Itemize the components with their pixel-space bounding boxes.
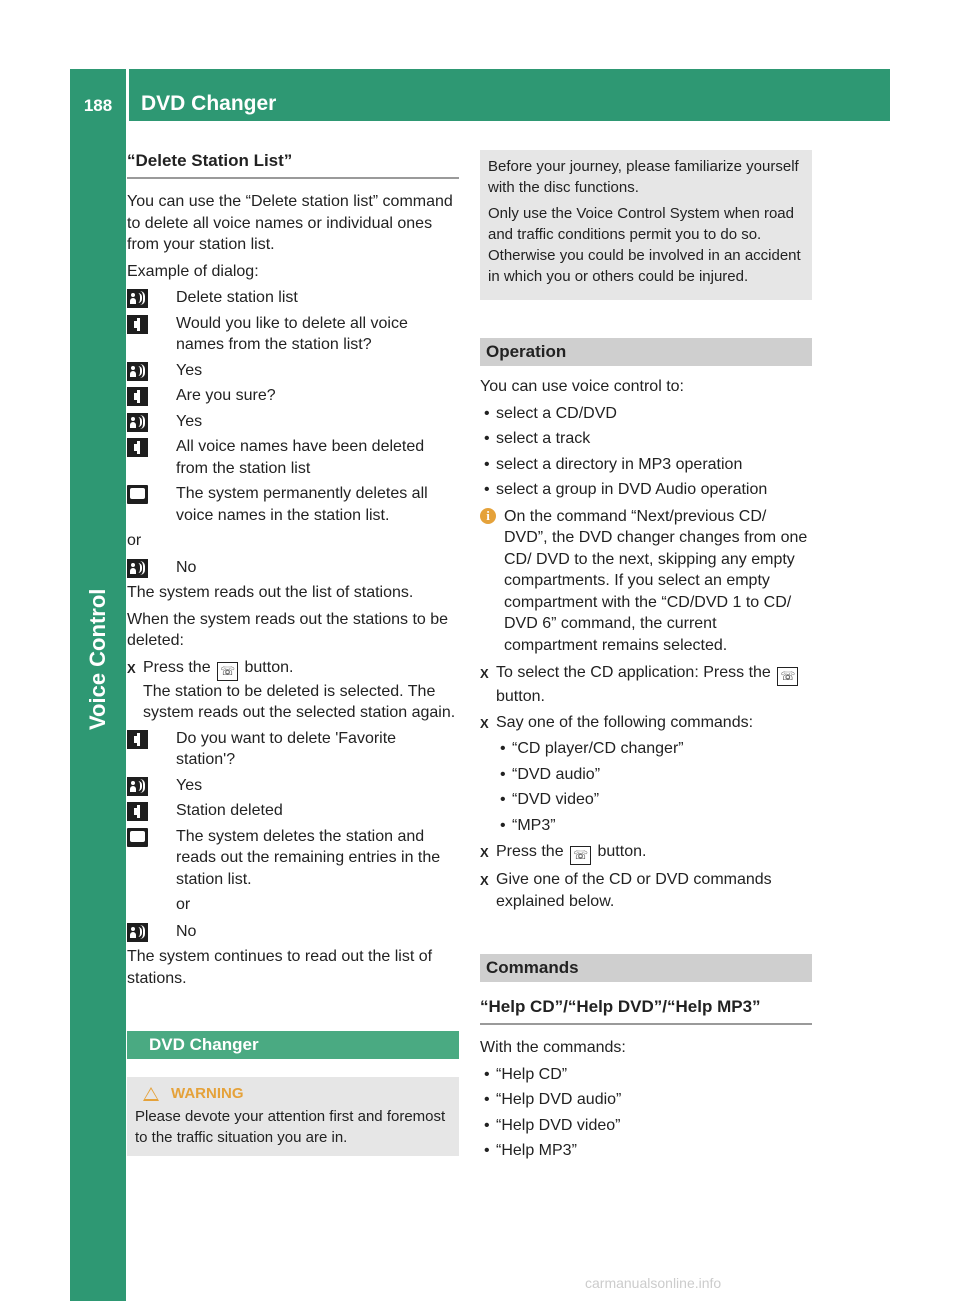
paragraph: Example of dialog: xyxy=(127,262,259,280)
step-text: Press the xyxy=(496,843,564,860)
section-heading: “Delete Station List” xyxy=(127,150,459,179)
dialog-text: The system permanently deletes all voice names in the station list. xyxy=(176,485,428,524)
list-item: • “DVD audio” xyxy=(496,764,812,786)
watermark: carmanualsonline.info xyxy=(585,1275,722,1291)
system-speaking-icon xyxy=(127,802,148,821)
user-speaking-icon xyxy=(127,777,148,796)
subsection-heading: “Help CD”/“Help DVD”/“Help MP3” xyxy=(480,996,812,1025)
dialog-text: No xyxy=(176,922,197,940)
dialog-text: Are you sure? xyxy=(176,387,276,404)
dialog-text: Yes xyxy=(176,776,203,794)
warning-box xyxy=(127,1077,459,1156)
paragraph: The system reads out the list of stations. xyxy=(127,584,414,601)
user-speaking-icon xyxy=(127,923,148,942)
dialog-line xyxy=(127,436,459,479)
commands-list xyxy=(480,738,812,836)
right-column xyxy=(480,150,812,1167)
paragraph: When the system reads out the stations to be deleted: xyxy=(127,610,449,649)
warning-icon xyxy=(143,1087,159,1101)
step-text: To select the CD application: Press the xyxy=(496,664,771,681)
system-speaking-icon xyxy=(127,387,148,406)
step-text: button. xyxy=(244,658,294,676)
step-arrow-icon: X xyxy=(480,715,489,731)
info-note xyxy=(480,506,812,657)
dialog-line xyxy=(127,921,459,943)
box-paragraph: Only use the Voice Control System when road and traffic conditions permit you to do so. Otherwise you could be involved in an accident in which you or others could be injured. xyxy=(488,205,801,285)
talk-button-icon: ☏ xyxy=(217,662,238,681)
list-item: • “Help CD” xyxy=(480,1064,812,1086)
talk-button-icon: ☏ xyxy=(570,846,591,865)
list-item: • select a group in DVD Audio operation xyxy=(480,479,812,501)
warning-title: WARNING xyxy=(171,1085,244,1102)
section-bar-operation: Operation xyxy=(480,338,812,366)
system-speaking-icon xyxy=(127,438,148,457)
dialog-text: All voice names have been deleted from the station list xyxy=(176,438,425,477)
dialog-text: Would you like to delete all voice names from the station list? xyxy=(176,314,408,353)
dialog-line xyxy=(127,385,459,407)
dialog-line xyxy=(127,728,459,771)
step-arrow-icon: X xyxy=(480,845,489,860)
list-item: • “MP3” xyxy=(496,815,812,837)
dialog-text: Yes xyxy=(176,361,203,379)
side-tab-label: Voice Control xyxy=(85,588,110,730)
list-item: • “Help DVD audio” xyxy=(480,1089,812,1111)
paragraph: You can use the “Delete station list” command to delete all voice names or individual ones from your station list. xyxy=(127,193,453,253)
instruction-step xyxy=(480,841,812,865)
section-bar-commands: Commands xyxy=(480,954,812,982)
list-item: • “Help MP3” xyxy=(480,1140,812,1162)
dialog-text: The system deletes the station and reads out the remaining entries in the station list. xyxy=(176,827,441,888)
user-speaking-icon xyxy=(127,413,148,432)
paragraph: The system continues to read out the list of stations. xyxy=(127,948,433,987)
dialog-text: No xyxy=(176,558,197,576)
warning-header xyxy=(143,1083,451,1104)
step-text: Press the xyxy=(143,658,211,676)
left-column xyxy=(127,150,459,1156)
instruction-step xyxy=(127,657,459,724)
display-icon xyxy=(127,828,148,847)
dialog-example xyxy=(127,728,459,891)
step-arrow-icon: X xyxy=(127,660,136,676)
step-text: Give one of the CD or DVD commands explained below. xyxy=(496,871,772,910)
user-speaking-icon xyxy=(127,289,148,308)
dialog-line xyxy=(127,360,459,382)
dialog-text: Station deleted xyxy=(176,802,283,819)
list-item: • select a CD/DVD xyxy=(480,403,812,425)
or-text: or xyxy=(127,532,142,549)
system-speaking-icon xyxy=(127,730,148,749)
list-item: • “Help DVD video” xyxy=(480,1115,812,1137)
dialog-text: Yes xyxy=(176,412,203,430)
page-title: DVD Changer xyxy=(141,92,277,115)
paragraph: You can use voice control to: xyxy=(480,378,684,395)
info-text: On the command “Next/previous CD/ DVD”, the DVD changer changes from one CD/ DVD to the next, skipping any empty compartments. If you select an empty compartment with the “CD/DVD 1 to CD/ DVD 6” command, the current compartment remains selected. xyxy=(504,507,808,654)
user-speaking-icon xyxy=(127,559,148,578)
dialog-line xyxy=(127,313,459,356)
instruction-step xyxy=(480,712,812,735)
step-text: button. xyxy=(597,843,647,860)
box-paragraph: Before your journey, please familiarize yourself with the disc functions. xyxy=(488,158,799,196)
info-icon: i xyxy=(480,508,496,524)
step-text: Say one of the following commands: xyxy=(496,713,754,731)
list-item: • “DVD video” xyxy=(496,789,812,811)
section-bar-dvd-changer: DVD Changer xyxy=(127,1031,459,1059)
dialog-line xyxy=(127,557,459,579)
list-item: • select a directory in MP3 operation xyxy=(480,454,812,476)
or-text: or xyxy=(176,896,191,913)
step-result: The station to be deleted is selected. The system reads out the selected station again. xyxy=(143,682,456,721)
talk-button-icon: ☏ xyxy=(777,667,798,686)
dialog-line xyxy=(127,483,459,526)
instruction-step xyxy=(480,662,812,708)
warning-continuation-box xyxy=(480,150,812,300)
system-speaking-icon xyxy=(127,315,148,334)
list-item: • select a track xyxy=(480,428,812,450)
step-arrow-icon: X xyxy=(480,873,489,888)
dialog-line xyxy=(127,775,459,797)
dialog-line xyxy=(127,800,459,822)
dialog-text: Delete station list xyxy=(176,289,298,306)
instruction-step xyxy=(480,869,812,912)
paragraph: With the commands: xyxy=(480,1039,626,1056)
dialog-text: Do you want to delete 'Favorite station'? xyxy=(176,729,397,768)
dialog-line xyxy=(127,287,459,309)
warning-text: Please devote your attention first and foremost to the traffic situation you are in. xyxy=(135,1108,446,1146)
user-speaking-icon xyxy=(127,362,148,381)
list-item: • “CD player/CD changer” xyxy=(496,738,812,760)
step-arrow-icon: X xyxy=(480,666,489,681)
page-number: 188 xyxy=(83,96,113,115)
operation-list xyxy=(480,403,812,501)
help-commands-list xyxy=(480,1064,812,1162)
dialog-line xyxy=(127,826,459,891)
display-icon xyxy=(127,485,148,504)
step-text: button. xyxy=(496,688,545,705)
dialog-line xyxy=(127,411,459,433)
dialog-example xyxy=(127,287,459,526)
header-separator xyxy=(126,69,129,121)
